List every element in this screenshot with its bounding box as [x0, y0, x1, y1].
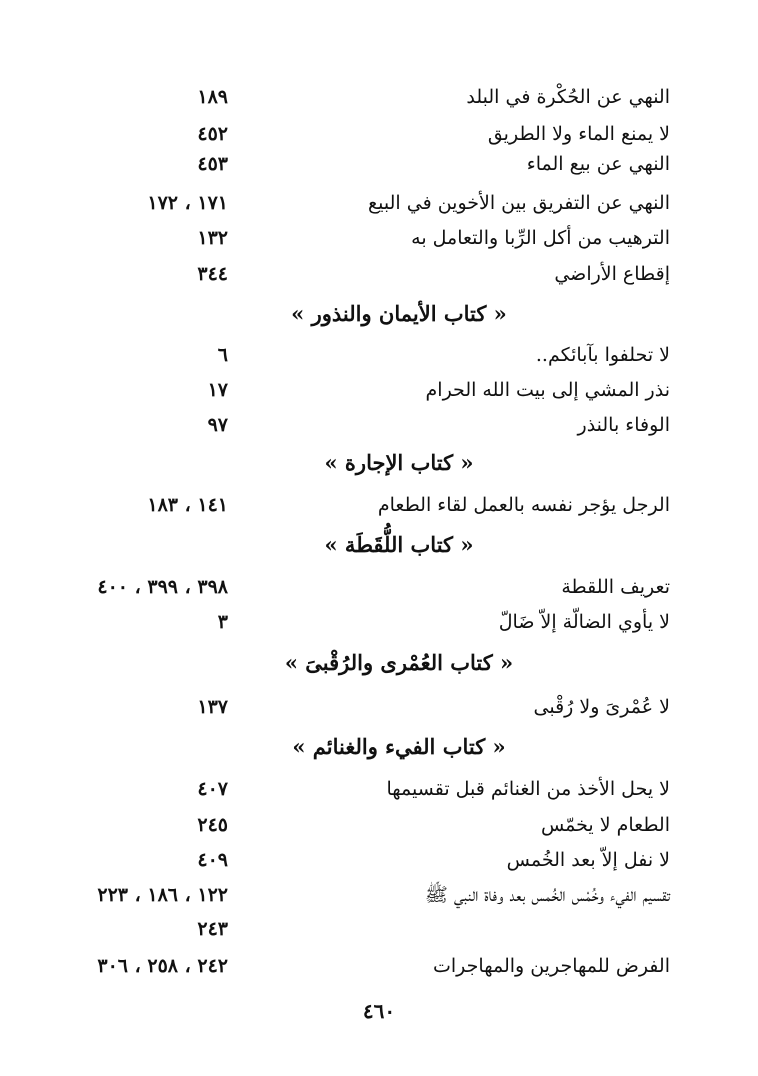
index-entry [0, 340, 758, 376]
entry-pages: ٣٤٤ [197, 263, 228, 285]
section-heading-text: « كتاب الفيء والغنائم » [292, 734, 506, 759]
entry-title: الوفاء بالنذر [577, 414, 670, 436]
section-heading-text: « كتاب الإجارة » [324, 450, 474, 475]
entry-title: لا يحل الأخذ من الغنائم قبل تقسيمها [386, 778, 670, 800]
entry-title: الفرض للمهاجرين والمهاجرات [433, 955, 670, 977]
section-heading-text: « كتاب الأيمان والنذور » [291, 301, 507, 326]
section-heading [0, 732, 758, 762]
entry-title: لا عُمْرىَ ولا رُقْبى [533, 696, 670, 718]
index-entry-continuation [0, 914, 758, 950]
entry-pages: ٩٧ [207, 414, 228, 436]
index-entry [0, 149, 758, 185]
entry-title: لا يأوي الضالّة إلاّ ضَالّ [498, 611, 670, 633]
entry-pages: ٢٤٢ ، ٢٥٨ ، ٣٠٦ [97, 955, 228, 977]
entry-pages: ٢٤٥ [197, 814, 228, 836]
entry-title: تقسيم الفيء وخُمْس الخُمس بعد وفاة النبي ﷺ [424, 884, 670, 906]
entry-title: نذر المشي إلى بيت الله الحرام [425, 379, 670, 401]
entry-pages: ١٣٧ [197, 696, 228, 718]
section-heading [0, 648, 758, 678]
entry-title: لا نفل إلاّ بعد الخُمس [506, 849, 670, 871]
entry-pages: ١٤١ ، ١٨٣ [147, 494, 228, 516]
section-heading-text: « كتاب اللُّقَطَة » [324, 532, 474, 557]
entry-title: لا تحلفوا بآبائكم.. [535, 344, 670, 366]
index-entry [0, 82, 758, 118]
entry-pages: ٤٠٩ [197, 849, 228, 871]
index-entry [0, 951, 758, 987]
entry-pages: ٦ [217, 344, 228, 366]
entry-title: النهي عن التفريق بين الأخوين في البيع [368, 192, 670, 214]
entry-title: الطعام لا يخمّس [540, 814, 670, 836]
section-heading-text: « كتاب العُمْرى والرُقْبىَ » [284, 650, 514, 675]
index-entry [0, 490, 758, 526]
index-entry [0, 223, 758, 259]
entry-pages: ٢٤٣ [197, 918, 228, 940]
entry-title: إقطاع الأراضي [554, 263, 670, 285]
index-entry [0, 259, 758, 295]
entry-title: النهي عن الحُكْرة في البلد [466, 86, 670, 108]
entry-title: لا يمنع الماء ولا الطريق [487, 123, 670, 145]
index-entry [0, 880, 758, 916]
index-entry [0, 845, 758, 881]
index-entry [0, 410, 758, 446]
entry-pages: ٤٥٢ [197, 123, 228, 145]
index-entry [0, 810, 758, 846]
entry-pages: ١٣٢ [197, 227, 228, 249]
index-entry [0, 692, 758, 728]
entry-pages: ٤٥٣ [197, 153, 228, 175]
entry-title: النهي عن بيع الماء [526, 153, 670, 175]
index-entry [0, 607, 758, 643]
entry-pages: ١٧١ ، ١٧٢ [147, 192, 228, 214]
entry-pages: ٣٩٨ ، ٣٩٩ ، ٤٠٠ [97, 576, 228, 598]
index-entry [0, 375, 758, 411]
entry-pages: ١٨٩ [197, 86, 228, 108]
index-entry [0, 572, 758, 608]
entry-pages: ١٢٢ ، ١٨٦ ، ٢٢٣ [97, 884, 228, 906]
entry-title: الرجل يؤجر نفسه بالعمل لقاء الطعام [377, 494, 670, 516]
entry-pages: ١٧ [207, 379, 228, 401]
entry-title: تعريف اللقطة [561, 576, 670, 598]
entry-title: الترهيب من أكل الرِّبا والتعامل به [411, 227, 670, 249]
section-heading [0, 299, 758, 329]
entry-pages: ٤٠٧ [197, 778, 228, 800]
section-heading [0, 530, 758, 560]
index-entry [0, 774, 758, 810]
index-entry [0, 188, 758, 224]
section-heading [0, 448, 758, 478]
page-number: ٤٦٠ [362, 999, 396, 1023]
entry-pages: ٣ [217, 611, 228, 633]
